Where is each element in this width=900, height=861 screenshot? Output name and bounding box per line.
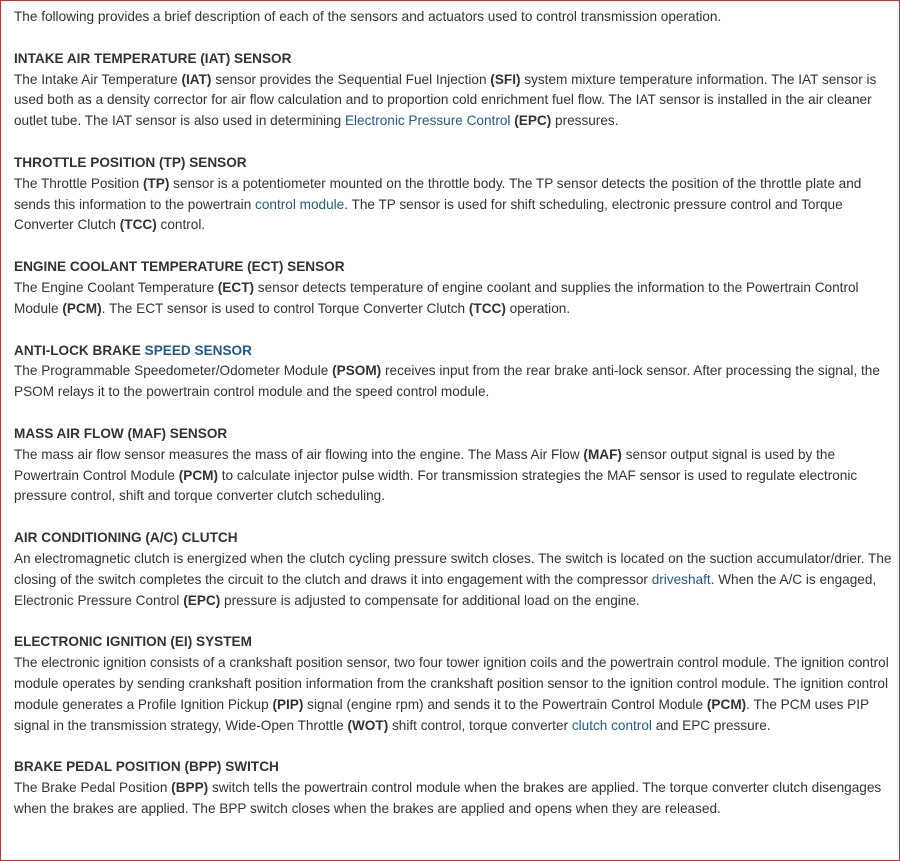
heading-text: INTAKE AIR TEMPERATURE (IAT) SENSOR: [14, 50, 292, 66]
body-text: The Intake Air Temperature: [14, 71, 182, 87]
abbreviation: (PCM): [706, 696, 747, 712]
section-heading: [14, 153, 893, 174]
body-text: An electromagnetic clutch is energized when the clutch cycling pressure switch closes. The switch is located on the suction accumulator/drier. The closing of the switch completes the circuit to the clutch and draws it into engagement with the compressor: [14, 550, 892, 587]
body-text: . When the A/C is engaged, Electronic Pressure Control: [14, 571, 877, 608]
body-text: The Programmable Speedometer/Odometer Module: [14, 363, 333, 379]
body-text: operation.: [505, 300, 571, 316]
body-text: and EPC pressure.: [651, 717, 771, 733]
abbreviation: (TP): [142, 175, 170, 191]
link-speed-sensor[interactable]: SPEED SENSOR: [144, 342, 252, 358]
body-text: . The PCM uses PIP signal in the transmission strategy, Wide-Open Throttle: [14, 696, 869, 733]
body-text: sensor detects temperature of engine coolant and supplies the information to the Powertrain Control Module: [14, 279, 859, 316]
abbreviation: (TCC): [119, 217, 157, 233]
body-text: . The TP sensor is used for shift scheduling, electronic pressure control and Torque Converter Clutch: [14, 196, 843, 233]
sections-container: [14, 49, 893, 820]
section-body: [14, 70, 893, 132]
abbreviation: (SFI): [490, 71, 521, 87]
abbreviation: (EPC): [514, 113, 552, 129]
link-clutch-control[interactable]: clutch control: [571, 717, 652, 733]
section-body: [14, 278, 893, 320]
section-heading: [14, 257, 893, 278]
link-driveshaft[interactable]: driveshaft: [651, 571, 711, 587]
abbreviation: (IAT): [181, 71, 212, 87]
section-heading: [14, 632, 893, 653]
body-text: pressures.: [551, 113, 619, 129]
heading-text: MASS AIR FLOW (MAF) SENSOR: [14, 425, 228, 441]
heading-text: ENGINE COOLANT TEMPERATURE (ECT) SENSOR: [14, 259, 345, 275]
heading-text: AIR CONDITIONING (A/C) CLUTCH: [14, 530, 238, 546]
body-text: pressure is adjusted to compensate for additional load on the engine.: [220, 592, 640, 608]
body-text: . The ECT sensor is used to control Torque Converter Clutch: [101, 300, 469, 316]
abbreviation: (MAF): [583, 446, 622, 462]
body-text: signal (engine rpm) and sends it to the Powertrain Control Module: [303, 696, 707, 712]
section-body: [14, 361, 893, 403]
body-text: to calculate injector pulse width. For transmission strategies the MAF sensor is used to regulate electronic pressure control, shift and torque converter clutch scheduling.: [14, 467, 858, 504]
body-text: sensor is a potentiometer mounted on the throttle body. The TP sensor detects the position of the throttle plate and sends this information to the powertrain: [14, 175, 862, 212]
abbreviation: (PCM): [62, 300, 102, 316]
section-4: [14, 341, 893, 403]
section-heading: [14, 49, 893, 70]
abbreviation: (ECT): [217, 279, 255, 295]
section-6: [14, 528, 893, 611]
body-text: The Throttle Position: [14, 175, 143, 191]
heading-text: THROTTLE POSITION (TP) SENSOR: [14, 154, 247, 170]
abbreviation: (BPP): [171, 780, 209, 796]
intro-paragraph: The following provides a brief description of each of the sensors and actuators used to control transmission operation.: [14, 9, 722, 24]
body-text: sensor output signal is used by the Powertrain Control Module: [14, 446, 836, 483]
section-body: [14, 174, 893, 236]
heading-text: BRAKE PEDAL POSITION (BPP) SWITCH: [14, 759, 279, 775]
section-2: [14, 153, 893, 236]
body-text: The Engine Coolant Temperature: [14, 279, 218, 295]
section-body: [14, 778, 893, 820]
section-heading: [14, 424, 893, 445]
body-text: The Brake Pedal Position: [14, 780, 172, 796]
section-heading: [14, 341, 893, 362]
heading-text: ANTI-LOCK BRAKE: [14, 342, 145, 358]
body-text: control.: [156, 217, 206, 233]
section-body: [14, 653, 893, 736]
section-body: [14, 445, 893, 507]
body-text: The electronic ignition consists of a crankshaft position sensor, two four tower ignition coils and the powertrain control module. The ignition control module operates by sending crankshaft position information from the crankshaft position sensor to the ignition control module. The ignition control module generates a Profile Ignition Pickup: [14, 655, 889, 712]
section-body: [14, 549, 893, 611]
abbreviation: (EPC): [183, 592, 221, 608]
link-electronic-pressure-control[interactable]: Electronic Pressure Control: [344, 113, 511, 129]
abbreviation: (PCM): [178, 467, 218, 483]
body-text: sensor provides the Sequential Fuel Injection: [211, 71, 491, 87]
body-text: system mixture temperature information. The IAT sensor is used both as a density corrector for air flow calculation and to proportion cold enrichment fuel flow. The IAT sensor is installed in the air cleaner outlet tube. The IAT sensor is also used in determining: [14, 71, 877, 129]
section-8: [14, 757, 893, 819]
section-3: [14, 257, 893, 319]
section-5: [14, 424, 893, 507]
body-text: The mass air flow sensor measures the mass of air flowing into the engine. The Mass Air Flow: [14, 446, 584, 462]
abbreviation: (PSOM): [332, 363, 382, 379]
section-1: [14, 49, 893, 132]
body-text: receives input from the rear brake anti-lock sensor. After processing the signal, the PSOM relays it to the powertrain control module and the speed control module.: [14, 363, 880, 400]
abbreviation: (PIP): [272, 696, 304, 712]
section-7: [14, 632, 893, 736]
abbreviation: (WOT): [347, 717, 389, 733]
body-text: switch tells the powertrain control module when the brakes are applied. The torque converter clutch disengages when the brakes are applied. The BPP switch closes when the brakes are applied and opens when they are released.: [14, 780, 882, 816]
link-control-module[interactable]: control module: [255, 196, 345, 212]
abbreviation: (TCC): [468, 300, 506, 316]
section-heading: [14, 757, 893, 778]
section-heading: [14, 528, 893, 549]
heading-text: ELECTRONIC IGNITION (EI) SYSTEM: [14, 634, 252, 650]
body-text: shift control, torque converter: [388, 717, 572, 733]
